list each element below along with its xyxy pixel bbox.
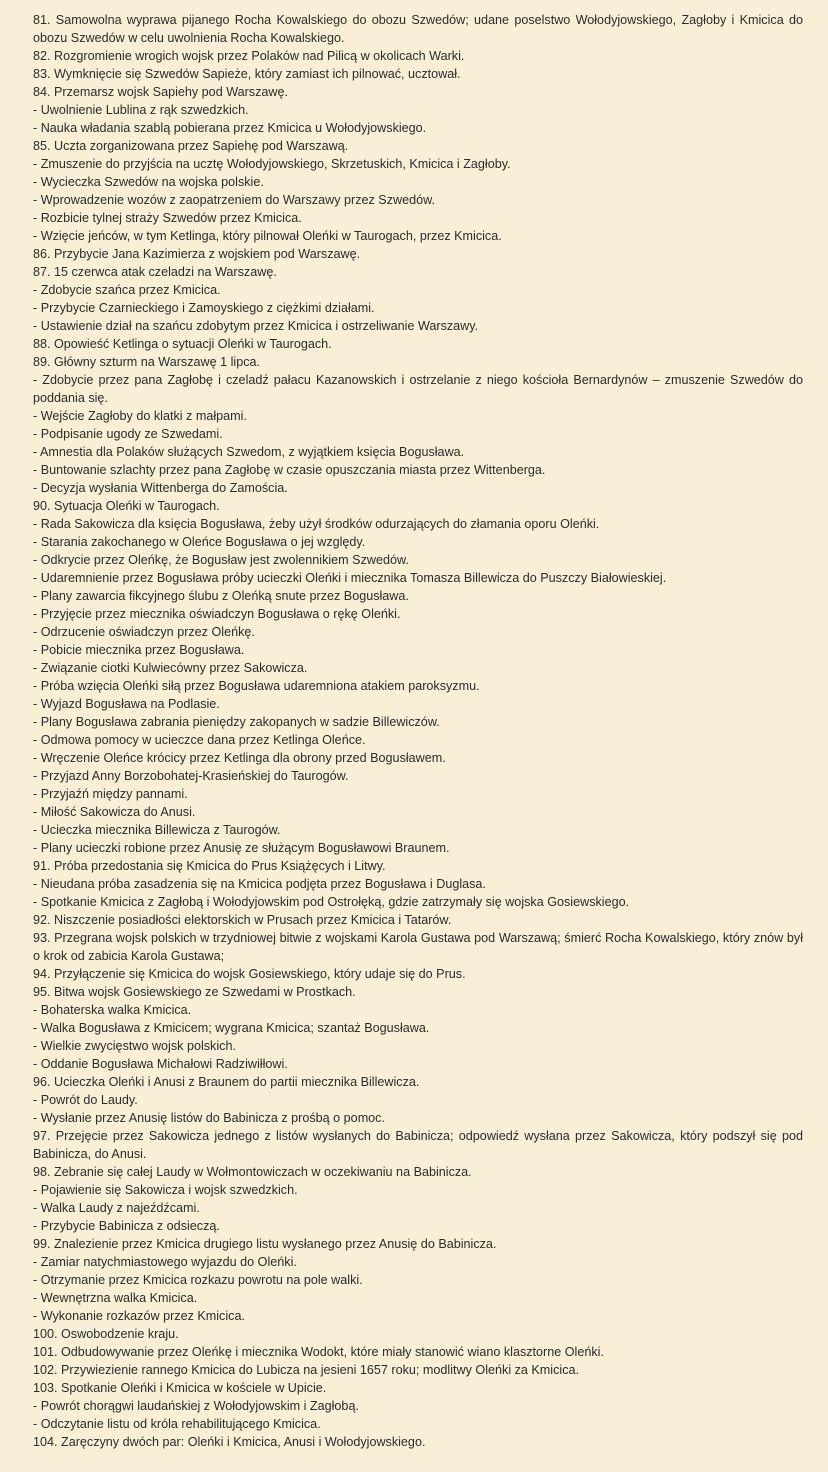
plan-item: 82. Rozgromienie wrogich wojsk przez Polaków nad Pilicą w okolicach Warki. <box>33 49 465 63</box>
plan-item: 93. Przegrana wojsk polskich w trzydniowej bitwie z wojskami Karola Gustawa pod Warszawą; śmierć Rocha Kowalskiego, który znów był o krok od zabicia Karola Gustawa; <box>33 931 803 963</box>
plan-item: - Przyjaźń między pannami. <box>33 787 188 801</box>
plan-item: - Wręczenie Oleńce krócicy przez Ketlinga dla obrony przed Bogusławem. <box>33 751 446 765</box>
plan-item: - Pobicie miecznika przez Bogusława. <box>33 643 245 657</box>
plan-item: 95. Bitwa wojsk Gosiewskiego ze Szwedami w Prostkach. <box>33 985 356 999</box>
plan-list <box>33 11 803 1451</box>
plan-item: - Przyjazd Anny Borzobohatej-Krasieńskiej do Taurogów. <box>33 769 349 783</box>
plan-item: - Nieudana próba zasadzenia się na Kmicica podjęta przez Bogusława i Duglasa. <box>33 877 486 891</box>
plan-item: - Próba wzięcia Oleńki siłą przez Bogusława udaremniona atakiem paroksyzmu. <box>33 679 480 693</box>
plan-item: - Zdobycie przez pana Zagłobę i czeladź pałacu Kazanowskich i ostrzelanie z niego kościoła Bernardynów – zmuszenie Szwedów do poddania się. <box>33 373 803 405</box>
plan-item: - Wysłanie przez Anusię listów do Babinicza z prośbą o pomoc. <box>33 1111 385 1125</box>
plan-item: - Zamiar natychmiastowego wyjazdu do Oleńki. <box>33 1255 297 1269</box>
plan-item: - Wykonanie rozkazów przez Kmicica. <box>33 1309 245 1323</box>
plan-item: - Odczytanie listu od króla rehabilitującego Kmicica. <box>33 1417 321 1431</box>
plan-item: - Uwolnienie Lublina z rąk szwedzkich. <box>33 103 249 117</box>
plan-item: - Wyjazd Bogusława na Podlasie. <box>33 697 220 711</box>
plan-item: - Decyzja wysłania Wittenberga do Zamościa. <box>33 481 288 495</box>
plan-item: - Walka Laudy z najeźdźcami. <box>33 1201 200 1215</box>
plan-item: - Plany Bogusława zabrania pieniędzy zakopanych w sadzie Billewiczów. <box>33 715 440 729</box>
plan-item: - Plany ucieczki robione przez Anusię ze służącym Bogusławowi Braunem. <box>33 841 450 855</box>
plan-item: - Pojawienie się Sakowicza i wojsk szwedzkich. <box>33 1183 298 1197</box>
plan-item: - Ucieczka miecznika Billewicza z Taurogów. <box>33 823 281 837</box>
plan-item: 84. Przemarsz wojsk Sapiehy pod Warszawę. <box>33 85 289 99</box>
plan-item: - Przybycie Babinicza z odsieczą. <box>33 1219 220 1233</box>
plan-item: - Zdobycie szańca przez Kmicica. <box>33 283 221 297</box>
plan-item: - Wejście Zagłoby do klatki z małpami. <box>33 409 247 423</box>
plan-item: - Otrzymanie przez Kmicica rozkazu powrotu na pole walki. <box>33 1273 363 1287</box>
plan-item: - Udaremnienie przez Bogusława próby ucieczki Oleńki i miecznika Tomasza Billewicza do Puszczy Białowieskiej. <box>33 571 667 585</box>
plan-item: 87. 15 czerwca atak czeladzi na Warszawę. <box>33 265 277 279</box>
plan-item: - Powrót chorągwi laudańskiej z Wołodyjowskim i Zagłobą. <box>33 1399 359 1413</box>
plan-item: 90. Sytuacja Oleńki w Taurogach. <box>33 499 220 513</box>
plan-item: - Wewnętrzna walka Kmicica. <box>33 1291 198 1305</box>
plan-item: - Związanie ciotki Kulwiecówny przez Sakowicza. <box>33 661 308 675</box>
plan-item: - Spotkanie Kmicica z Zagłobą i Wołodyjowskim pod Ostrołęką, gdzie zatrzymały się wojska Gosiewskiego. <box>33 895 630 909</box>
plan-item: 101. Odbudowywanie przez Oleńkę i miecznika Wodokt, które miały stanowić wiano klasztorne Oleńki. <box>33 1345 604 1359</box>
plan-item: - Wielkie zwycięstwo wojsk polskich. <box>33 1039 236 1053</box>
plan-item: - Odmowa pomocy w ucieczce dana przez Ketlinga Oleńce. <box>33 733 366 747</box>
plan-item: - Wprowadzenie wozów z zaopatrzeniem do Warszawy przez Szwedów. <box>33 193 435 207</box>
plan-item: - Rozbicie tylnej straży Szwedów przez Kmicica. <box>33 211 302 225</box>
plan-item: - Rada Sakowicza dla księcia Bogusława, żeby użył środków odurzających do złamania oporu Oleńki. <box>33 517 600 531</box>
plan-item: - Ustawienie dział na szańcu zdobytym przez Kmicica i ostrzeliwanie Warszawy. <box>33 319 479 333</box>
plan-item: 100. Oswobodzenie kraju. <box>33 1327 179 1341</box>
plan-item: 88. Opowieść Ketlinga o sytuacji Oleńki w Taurogach. <box>33 337 332 351</box>
plan-item: - Nauka władania szablą pobierana przez Kmicica u Wołodyjowskiego. <box>33 121 427 135</box>
plan-item: 91. Próba przedostania się Kmicica do Prus Książęcych i Litwy. <box>33 859 386 873</box>
plan-item: - Plany zawarcia fikcyjnego ślubu z Oleńką snute przez Bogusława. <box>33 589 409 603</box>
plan-item: 92. Niszczenie posiadłości elektorskich w Prusach przez Kmicica i Tatarów. <box>33 913 452 927</box>
plan-item: - Zmuszenie do przyjścia na ucztę Wołodyjowskiego, Skrzetuskich, Kmicica i Zagłoby. <box>33 157 511 171</box>
plan-item: - Powrót do Laudy. <box>33 1093 138 1107</box>
plan-item: - Podpisanie ugody ze Szwedami. <box>33 427 223 441</box>
plan-item: - Wzięcie jeńców, w tym Ketlinga, który pilnował Oleńki w Taurogach, przez Kmicica. <box>33 229 502 243</box>
plan-item: - Odrzucenie oświadczyn przez Oleńkę. <box>33 625 255 639</box>
plan-item: 98. Zebranie się całej Laudy w Wołmontowiczach w oczekiwaniu na Babinicza. <box>33 1165 472 1179</box>
plan-item: 81. Samowolna wyprawa pijanego Rocha Kowalskiego do obozu Szwedów; udane poselstwo Wołodyjowskiego, Zagłoby i Kmicica do obozu Szwedów w celu uwolnienia Rocha Kowalskiego. <box>33 13 803 45</box>
plan-item: - Amnestia dla Polaków służących Szwedom, z wyjątkiem księcia Bogusława. <box>33 445 465 459</box>
plan-item: - Miłość Sakowicza do Anusi. <box>33 805 196 819</box>
plan-item: - Oddanie Bogusława Michałowi Radziwiłłowi. <box>33 1057 288 1071</box>
plan-item: 94. Przyłączenie się Kmicica do wojsk Gosiewskiego, który udaje się do Prus. <box>33 967 466 981</box>
plan-item: 104. Zaręczyny dwóch par: Oleńki i Kmicica, Anusi i Wołodyjowskiego. <box>33 1435 426 1449</box>
plan-item: - Wycieczka Szwedów na wojska polskie. <box>33 175 264 189</box>
plan-item: - Starania zakochanego w Oleńce Bogusława o jej względy. <box>33 535 366 549</box>
plan-item: - Przybycie Czarnieckiego i Zamoyskiego z ciężkimi działami. <box>33 301 375 315</box>
plan-item: - Przyjęcie przez miecznika oświadczyn Bogusława o rękę Oleńki. <box>33 607 401 621</box>
plan-item: 102. Przywiezienie rannego Kmicica do Lubicza na jesieni 1657 roku; modlitwy Oleńki za Kmicica. <box>33 1363 579 1377</box>
plan-item: - Odkrycie przez Oleńkę, że Bogusław jest zwolennikiem Szwedów. <box>33 553 409 567</box>
plan-item: - Buntowanie szlachty przez pana Zagłobę w czasie opuszczania miasta przez Wittenberga. <box>33 463 546 477</box>
plan-item: - Bohaterska walka Kmicica. <box>33 1003 192 1017</box>
plan-item: 86. Przybycie Jana Kazimierza z wojskiem pod Warszawę. <box>33 247 361 261</box>
plan-item: 89. Główny szturm na Warszawę 1 lipca. <box>33 355 261 369</box>
plan-item: 85. Uczta zorganizowana przez Sapiehę pod Warszawą. <box>33 139 349 153</box>
plan-item: - Walka Bogusława z Kmicicem; wygrana Kmicica; szantaż Bogusława. <box>33 1021 430 1035</box>
plan-item: 103. Spotkanie Oleńki i Kmicica w kościele w Upicie. <box>33 1381 327 1395</box>
plan-item: 97. Przejęcie przez Sakowicza jednego z listów wysłanych do Babinicza; odpowiedź wysłana przez Sakowicza, który podszył się pod Babinicza, do Anusi. <box>33 1129 803 1161</box>
plan-item: 83. Wymknięcie się Szwedów Sapieże, który zamiast ich pilnować, ucztował. <box>33 67 461 81</box>
plan-item: 99. Znalezienie przez Kmicica drugiego listu wysłanego przez Anusię do Babinicza. <box>33 1237 497 1251</box>
plan-item: 96. Ucieczka Oleńki i Anusi z Braunem do partii miecznika Billewicza. <box>33 1075 420 1089</box>
